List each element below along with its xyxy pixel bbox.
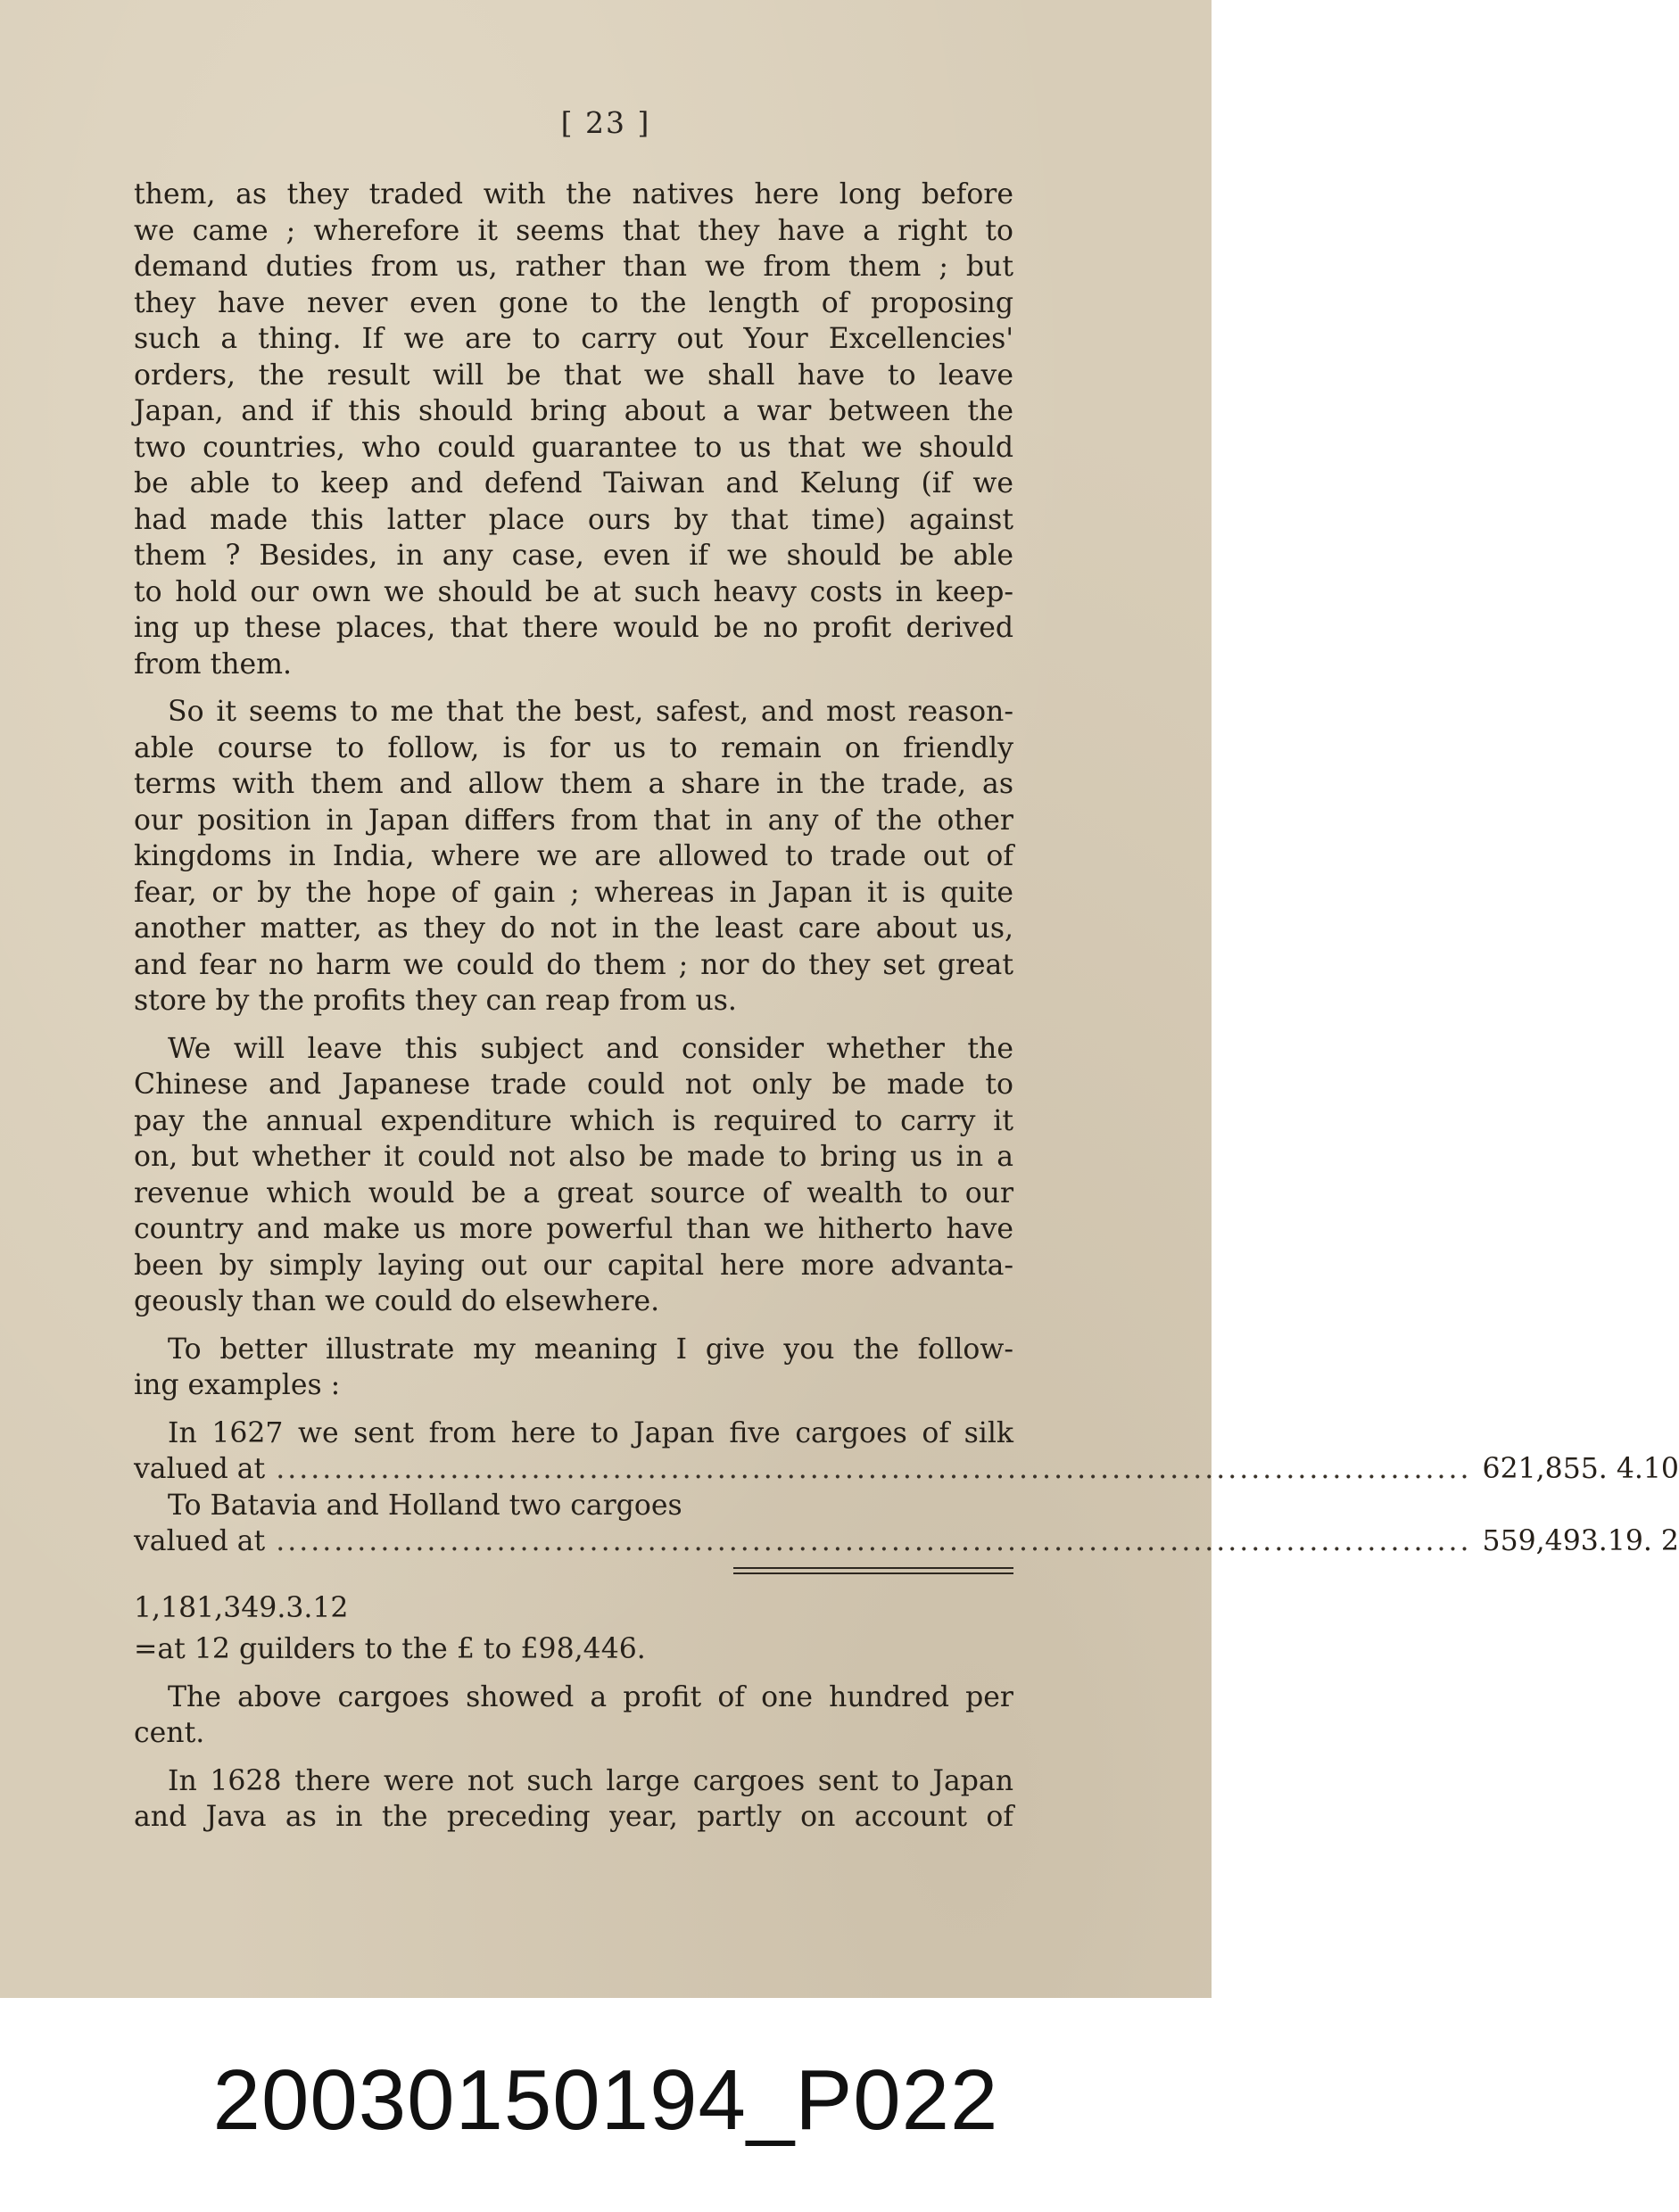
text-line: store by the profits they can reap from us. <box>134 985 737 1017</box>
cargo-1-amount: 621,855. 4.10 <box>1482 1453 1679 1485</box>
cargo-total: 1,181,349.3.12 <box>134 1591 349 1624</box>
text-line: two countries, who could guarantee to us that we should <box>134 431 1013 464</box>
text-line: another matter, as they do not in the least care about us, <box>134 912 1013 945</box>
sum-rule-line-bottom <box>733 1572 1013 1574</box>
text-line: from them. <box>134 648 293 681</box>
body-text <box>134 177 1679 1847</box>
text-line: We will leave this subject and consider whether the <box>168 1032 1013 1065</box>
closing-paragraph <box>134 1763 1013 1836</box>
text-line: and fear no harm we could do them ; nor do they set great <box>134 948 1013 981</box>
text-line: been by simply laying out our capital here more advanta- <box>134 1249 1013 1282</box>
text-line: To better illustrate my meaning I give you the follow- <box>168 1333 1013 1366</box>
dot-leader: ....................................................................................................... <box>276 1453 1472 1485</box>
text-line: them, as they traded with the natives here long before <box>134 178 1013 210</box>
dot-leader: ....................................................................................................... <box>276 1525 1472 1557</box>
currency-conversion: =at 12 guilders to the £ to £98,446. <box>134 1633 646 1665</box>
text-line: ing examples : <box>134 1369 341 1401</box>
text-line: kingdoms in India, where we are allowed to trade out of <box>134 840 1013 872</box>
text-line: orders, the result will be that we shall have to leave <box>134 359 1013 392</box>
body-paragraph <box>134 177 1013 682</box>
body-paragraph <box>134 1031 1013 1320</box>
sum-rule-line-top <box>733 1567 1013 1569</box>
cargo-2-heading: To Batavia and Holland two cargoes <box>168 1489 682 1522</box>
cargo-2-value-line <box>134 1523 1679 1560</box>
scan-identifier: 20030150194_P022 <box>212 2052 999 2148</box>
main-paragraphs <box>134 177 1013 1404</box>
text-line: cent. <box>134 1717 205 1749</box>
text-line: geously than we could do elsewhere. <box>134 1285 660 1317</box>
text-line: The above cargoes showed a profit of one hundred per <box>168 1680 1013 1713</box>
body-paragraph <box>134 1332 1013 1404</box>
text-line: fear, or by the hope of gain ; whereas in Japan it is quite <box>134 876 1013 909</box>
page-number: [ 23 ] <box>560 105 651 140</box>
text-line: and Java as in the preceding year, partly on account of <box>134 1801 1013 1833</box>
text-line: ing up these places, that there would be no profit derived <box>134 612 1013 644</box>
text-line: be able to keep and defend Taiwan and Kelung (if we <box>134 467 1013 499</box>
closing-paragraph <box>134 1680 1013 1752</box>
cargo-list <box>134 1416 1679 1668</box>
text-line: Japan, and if this should bring about a war between the <box>134 395 1013 427</box>
cargo-1-value-line <box>134 1451 1679 1488</box>
cargo-2-amount: 559,493.19. 2 <box>1482 1525 1679 1557</box>
text-line: Chinese and Japanese trade could not only be made to <box>134 1069 1013 1101</box>
text-line: had made this latter place ours by that time) against <box>134 503 1013 536</box>
text-line: pay the annual expenditure which is required to carry it <box>134 1104 1013 1137</box>
text-line: such a thing. If we are to carry out Your Excellencies' <box>134 323 1013 355</box>
text-line: able course to follow, is for us to remain on friendly <box>134 731 1013 764</box>
text-line: terms with them and allow them a share in the trade, as <box>134 768 1013 800</box>
text-line: our position in Japan differs from that in any of the other <box>134 804 1013 837</box>
text-line: on, but whether it could not also be made to bring us in a <box>134 1141 1013 1173</box>
cargo-2-label: valued at <box>134 1525 266 1557</box>
closing-paragraphs <box>134 1680 1013 1836</box>
text-line: them ? Besides, in any case, even if we should be able <box>134 540 1013 572</box>
text-line: In 1628 there were not such large cargoes sent to Japan <box>168 1764 1013 1797</box>
text-line: country and make us more powerful than we hitherto have <box>134 1213 1013 1245</box>
body-paragraph <box>134 694 1013 1019</box>
text-line: revenue which would be a great source of wealth to our <box>134 1176 1013 1209</box>
text-line: So it seems to me that the best, safest, and most reason- <box>168 696 1013 728</box>
text-line: we came ; wherefore it seems that they have a right to <box>134 214 1013 247</box>
cargo-1-label: valued at <box>134 1453 266 1485</box>
cargo-1-heading: In 1627 we sent from here to Japan five cargoes of silk <box>168 1416 1013 1449</box>
text-line: demand duties from us, rather than we from them ; but <box>134 251 1013 283</box>
sum-rule <box>134 1567 1013 1583</box>
text-line: to hold our own we should be at such heavy costs in keep- <box>134 575 1013 608</box>
text-line: they have never even gone to the length of proposing <box>134 286 1013 319</box>
